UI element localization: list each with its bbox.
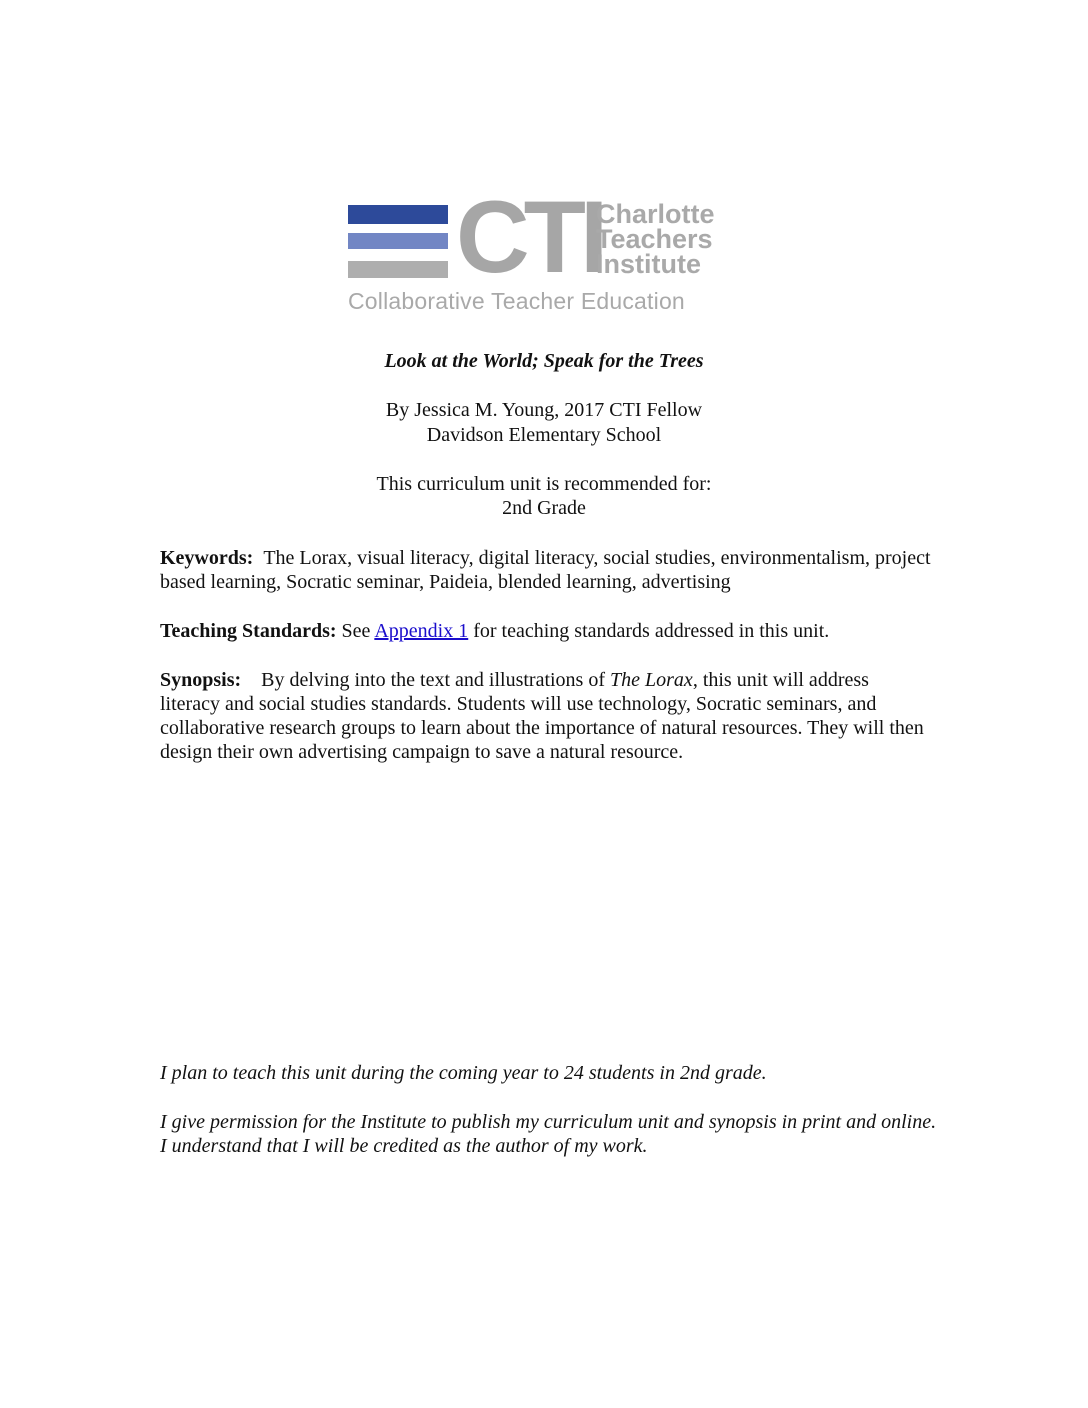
plan-statement: I plan to teach this unit during the coming year to 24 students in 2nd grade. [160, 1062, 767, 1084]
keywords-label: Keywords: [160, 547, 254, 569]
logo-bar-dark-blue [348, 205, 448, 224]
teaching-standards-section [160, 619, 960, 643]
logo-name-line-3: Institute [596, 249, 701, 279]
author-byline: By Jessica M. Young, 2017 CTI Fellow [385, 399, 703, 421]
teaching-standards-before: See [341, 620, 371, 642]
keywords-text: The Lorax, visual literacy, digital literacy, social studies, environmentalism, project based learning, Socratic seminar, Paideia, blended learning, advertising [160, 547, 931, 593]
logo-bar-light-blue [348, 233, 448, 249]
permission-statement: I give permission for the Institute to publish my curriculum unit and synopsis in print and online. I understand that I will be credited as the author of my work. [160, 1111, 937, 1157]
logo-name-line-2: Teachers [596, 224, 713, 254]
unit-title: Look at the World; Speak for the Trees [384, 350, 704, 372]
school-name: Davidson Elementary School [426, 424, 662, 446]
appendix-1-link[interactable]: Appendix 1 [374, 620, 469, 642]
logo-name-line-1: Charlotte [596, 199, 715, 229]
logo-letters: CTI [456, 180, 603, 294]
cti-logo [348, 180, 748, 316]
recommended-label: This curriculum unit is recommended for: [376, 473, 712, 495]
grade-level: 2nd Grade [502, 497, 586, 519]
synopsis-label: Synopsis: [160, 669, 242, 691]
synopsis-text-after: , this unit will address literacy and social studies standards. Students will use technology, Socratic seminars, and collaborative research groups to learn about the importance of natural resources. They will then design their own advertising campaign to save a natural resource. [160, 669, 924, 763]
teaching-standards-label: Teaching Standards: [160, 620, 337, 642]
logo-bar-gray [348, 261, 448, 278]
logo-name [596, 199, 715, 279]
synopsis-text-before: By delving into the text and illustrations of [261, 669, 606, 691]
logo-tagline: Collaborative Teacher Education [348, 288, 685, 314]
synopsis-book-title: The Lorax [610, 669, 693, 691]
keywords-section [160, 546, 960, 594]
synopsis-section [160, 668, 930, 764]
teaching-standards-after: for teaching standards addressed in this unit. [473, 620, 830, 642]
